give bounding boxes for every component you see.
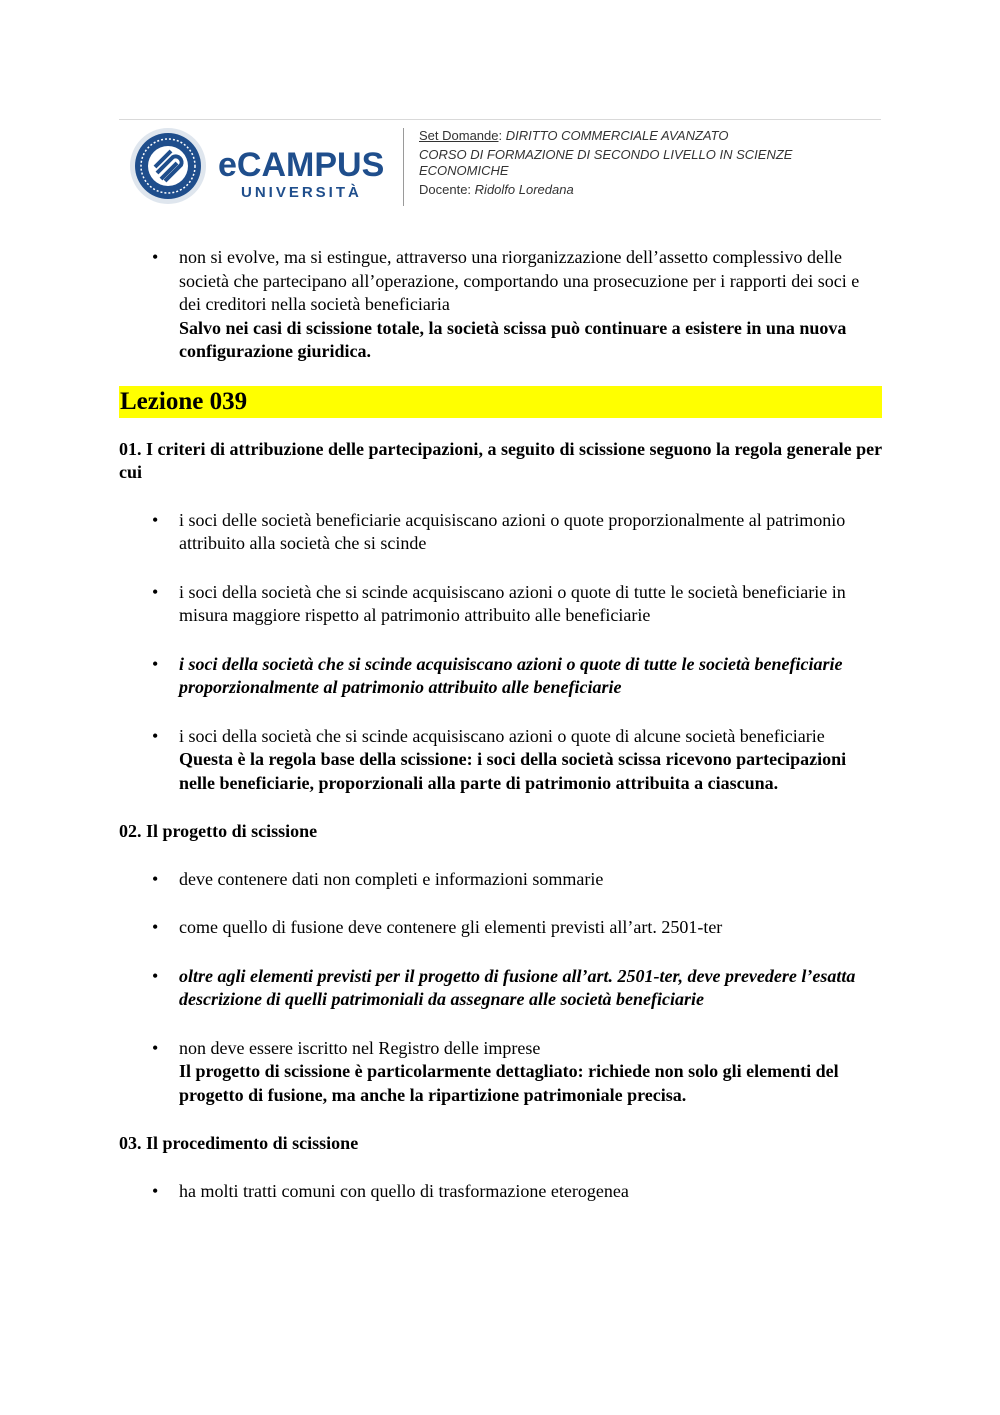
option-explanation: Questa è la regola base della scissione: i soci della società scissa ricevono partecipazioni nelle beneficiarie, proporzionali alla parte di patrimonio attribuita a ciascuna. [179,749,847,793]
logo-subtitle: UNIVERSITÀ [241,184,362,201]
list-item [119,916,882,940]
list-item [119,1037,882,1108]
correct-option-text: i soci della società che si scinde acquisiscano azioni o quote di tutte le società beneficiarie proporzionalmente al patrimonio attribuito alle beneficiarie [179,653,843,697]
option-list [119,868,882,1108]
bullet: • [152,247,159,267]
teacher-name: Ridolfo Loredana [474,182,574,197]
bullet: • [152,1037,159,1058]
logo-word: eCAMPUS [218,146,385,184]
bullet: • [152,868,159,889]
bullet: • [152,917,159,937]
list-item [119,581,882,628]
header-divider [403,128,404,206]
list-item [119,1180,882,1204]
bullet: • [152,653,159,674]
list-item [119,965,882,1012]
set-label: Set Domande [419,128,499,143]
questions-list [119,438,882,1204]
option-explanation: Salvo nei casi di scissione totale, la società scissa può continuare a esistere in una nuova configurazione giuridica. [179,317,847,361]
option-list [119,509,882,796]
teacher-label: Docente: [419,182,472,197]
list-item [119,868,882,892]
question-title: 01. I criteri di attribuzione delle partecipazioni, a seguito di scissione seguono la regola generale per cui [119,438,882,482]
list-item [119,246,882,364]
option-text: non deve essere iscritto nel Registro delle imprese [179,1037,541,1058]
document-content [119,246,882,1228]
option-text: i soci della società che si scinde acquisiscano azioni o quote di tutte le società beneficiarie in misura maggiore rispetto al patrimonio attribuito alle beneficiarie [179,581,846,625]
ecampus-logo [128,124,398,208]
option-text: deve contenere dati non completi e informazioni sommarie [179,868,604,889]
set-line: Set Domande: DIRITTO COMMERCIALE AVANZATO [419,128,729,143]
header-info [419,128,879,201]
question-title: 02. Il progetto di scissione [119,821,318,841]
option-text: non si evolve, ma si estingue, attraverso una riorganizzazione dell’assetto complessivo delle società che partecipano all’operazione, comportando una prosecuzione per i rapporti dei soci e dei creditori nella società beneficiaria [179,247,860,314]
correct-option-text: oltre agli elementi previsti per il progetto di fusione all’art. 2501-ter, deve prevedere l’esatta descrizione di quelli patrimoniali da assegnare alle società beneficiarie [179,965,856,1009]
bullet: • [152,725,159,746]
intro-options [119,246,882,364]
option-text: ha molti tratti comuni con quello di trasformazione eterogenea [179,1180,629,1201]
bullet: • [152,581,159,602]
list-item [119,509,882,556]
bullet: • [152,509,159,530]
option-explanation: Il progetto di scissione è particolarmente dettagliato: richiede non solo gli elementi del progetto di fusione, ma anche la ripartizione patrimoniale precisa. [179,1061,839,1105]
list-item [119,725,882,796]
option-text: i soci delle società beneficiarie acquisiscano azioni o quote proporzionalmente al patrimonio attribuito alla società che si scinde [179,509,846,553]
course-line [419,147,879,179]
bullet: • [152,965,159,986]
option-text: come quello di fusione deve contenere gli elementi previsti all’art. 2501-ter [179,917,723,937]
option-text: i soci della società che si scinde acquisiscano azioni o quote di alcune società beneficiarie [179,725,825,746]
lesson-heading: Lezione 039 [119,386,882,418]
header-rule [119,119,881,120]
bullet: • [152,1180,159,1201]
teacher-line [419,182,879,198]
list-item [119,653,882,700]
option-list [119,1180,882,1204]
set-value: DIRITTO COMMERCIALE AVANZATO [505,128,729,143]
course-name: CORSO DI FORMAZIONE DI SECONDO LIVELLO IN SCIENZE ECONOMICHE [419,147,793,178]
question-title: 03. Il procedimento di scissione [119,1133,359,1153]
